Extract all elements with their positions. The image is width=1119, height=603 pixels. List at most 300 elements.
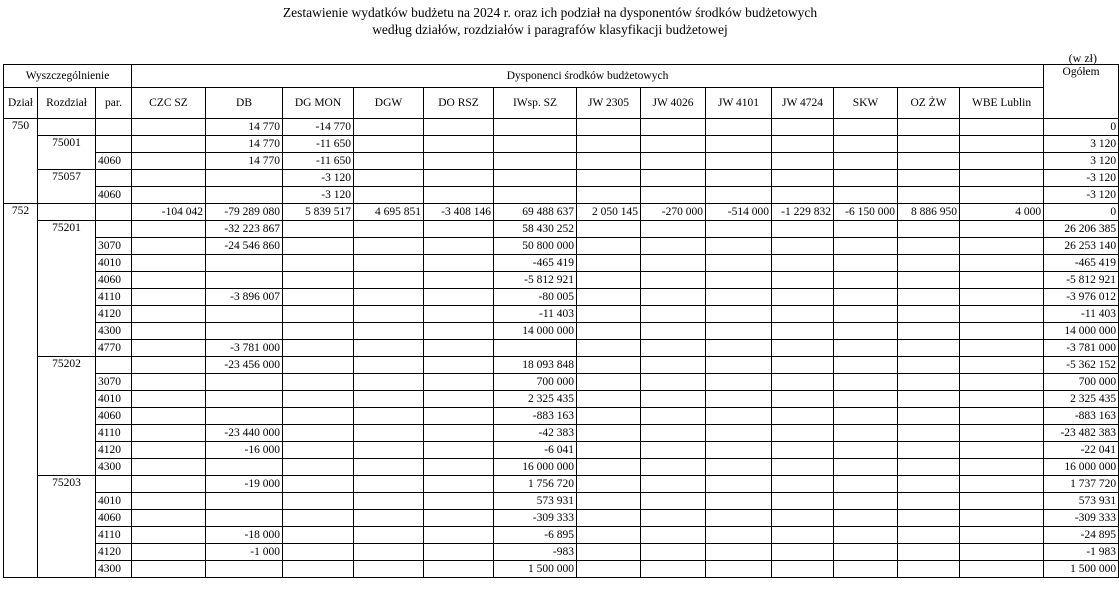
- cell-value: [354, 527, 424, 544]
- cell-value: [424, 476, 494, 493]
- cell-value: [772, 340, 834, 357]
- cell-par: 4120: [96, 306, 132, 323]
- cell-value: [706, 272, 772, 289]
- cell-value: [132, 357, 206, 374]
- cell-value: [132, 306, 206, 323]
- cell-value: -309 333: [494, 510, 577, 527]
- cell-value: [772, 306, 834, 323]
- cell-value: [206, 170, 283, 187]
- cell-value: [772, 170, 834, 187]
- header-col-do-rsz: DO RSZ: [424, 88, 494, 119]
- cell-value: 573 931: [494, 493, 577, 510]
- cell-value: [283, 289, 354, 306]
- header-col-jw-4101: JW 4101: [706, 88, 772, 119]
- cell-value: [354, 187, 424, 204]
- cell-value: -270 000: [641, 204, 706, 221]
- cell-total: 26 206 385: [1044, 221, 1119, 238]
- cell-value: [577, 153, 641, 170]
- cell-value: [283, 561, 354, 578]
- cell-value: [960, 510, 1044, 527]
- cell-value: [354, 510, 424, 527]
- cell-value: [354, 323, 424, 340]
- cell-value: [834, 238, 898, 255]
- cell-rozdzial: 75057: [38, 170, 96, 204]
- cell-value: [641, 272, 706, 289]
- cell-value: [424, 153, 494, 170]
- cell-value: [960, 255, 1044, 272]
- cell-value: [577, 425, 641, 442]
- cell-par: 4300: [96, 323, 132, 340]
- cell-total: 0: [1044, 204, 1119, 221]
- header-row-2: [4, 88, 1119, 119]
- cell-value: [424, 238, 494, 255]
- cell-value: [898, 544, 960, 561]
- header-rozdzial: Rozdział: [38, 88, 96, 119]
- cell-value: [898, 493, 960, 510]
- cell-value: [706, 357, 772, 374]
- cell-value: [834, 255, 898, 272]
- cell-value: [132, 255, 206, 272]
- table-row: [4, 493, 1119, 510]
- cell-value: [834, 272, 898, 289]
- cell-value: [424, 306, 494, 323]
- cell-value: [132, 442, 206, 459]
- cell-value: [641, 323, 706, 340]
- cell-value: [132, 493, 206, 510]
- cell-total: 700 000: [1044, 374, 1119, 391]
- cell-value: [206, 408, 283, 425]
- cell-value: [706, 306, 772, 323]
- table-row: [4, 272, 1119, 289]
- cell-value: [898, 408, 960, 425]
- cell-value: [706, 255, 772, 272]
- cell-value: 18 093 848: [494, 357, 577, 374]
- cell-value: [834, 408, 898, 425]
- cell-value: [834, 544, 898, 561]
- cell-value: [641, 459, 706, 476]
- table-row: [4, 459, 1119, 476]
- cell-par: 4060: [96, 153, 132, 170]
- table-row: [4, 425, 1119, 442]
- cell-value: [834, 442, 898, 459]
- cell-value: 1 500 000: [494, 561, 577, 578]
- cell-value: [706, 493, 772, 510]
- cell-value: [354, 374, 424, 391]
- cell-value: [641, 119, 706, 136]
- cell-value: [706, 442, 772, 459]
- cell-par: 4110: [96, 425, 132, 442]
- cell-value: [424, 357, 494, 374]
- cell-value: -32 223 867: [206, 221, 283, 238]
- cell-value: [283, 272, 354, 289]
- cell-value: [641, 442, 706, 459]
- cell-value: [132, 340, 206, 357]
- cell-value: [494, 187, 577, 204]
- cell-value: [132, 187, 206, 204]
- cell-value: [424, 493, 494, 510]
- cell-value: [834, 374, 898, 391]
- cell-value: [577, 374, 641, 391]
- cell-value: [706, 476, 772, 493]
- cell-value: 16 000 000: [494, 459, 577, 476]
- cell-total: 2 325 435: [1044, 391, 1119, 408]
- cell-value: [283, 306, 354, 323]
- cell-value: [354, 493, 424, 510]
- header-col-db: DB: [206, 88, 283, 119]
- cell-par: 4010: [96, 493, 132, 510]
- cell-value: [834, 289, 898, 306]
- cell-value: [283, 374, 354, 391]
- cell-value: 4 695 851: [354, 204, 424, 221]
- cell-value: 8 886 950: [898, 204, 960, 221]
- cell-value: [132, 459, 206, 476]
- cell-value: [898, 323, 960, 340]
- title-line-2: według działów, rozdziałów i paragrafów klasyfikacji budżetowej: [372, 22, 728, 37]
- cell-total: 1 737 720: [1044, 476, 1119, 493]
- cell-value: [283, 476, 354, 493]
- cell-value: [706, 374, 772, 391]
- cell-value: [706, 459, 772, 476]
- cell-value: [424, 442, 494, 459]
- cell-value: [577, 136, 641, 153]
- cell-value: [641, 289, 706, 306]
- cell-value: [206, 391, 283, 408]
- cell-par: 4120: [96, 544, 132, 561]
- cell-value: -3 408 146: [424, 204, 494, 221]
- cell-total: -3 976 012: [1044, 289, 1119, 306]
- cell-value: [354, 442, 424, 459]
- cell-value: [132, 476, 206, 493]
- table-row: [4, 306, 1119, 323]
- cell-dzial: 750: [4, 119, 38, 204]
- cell-rozdzial: [38, 119, 96, 136]
- cell-value: -6 895: [494, 527, 577, 544]
- cell-value: [206, 510, 283, 527]
- cell-value: [283, 408, 354, 425]
- cell-value: [772, 391, 834, 408]
- cell-par: [96, 170, 132, 187]
- table-row: [4, 323, 1119, 340]
- cell-value: -5 812 921: [494, 272, 577, 289]
- cell-value: [424, 510, 494, 527]
- table-row: [4, 357, 1119, 374]
- cell-value: [577, 357, 641, 374]
- cell-value: 2 050 145: [577, 204, 641, 221]
- cell-value: [706, 561, 772, 578]
- cell-value: [898, 476, 960, 493]
- cell-value: [706, 170, 772, 187]
- cell-value: [354, 391, 424, 408]
- cell-value: [641, 238, 706, 255]
- cell-value: [206, 306, 283, 323]
- cell-par: 4060: [96, 187, 132, 204]
- cell-value: [898, 136, 960, 153]
- cell-value: 5 839 517: [283, 204, 354, 221]
- cell-value: [354, 425, 424, 442]
- cell-value: [834, 340, 898, 357]
- cell-value: [834, 391, 898, 408]
- cell-total: 26 253 140: [1044, 238, 1119, 255]
- cell-value: 1 756 720: [494, 476, 577, 493]
- cell-value: [641, 306, 706, 323]
- cell-value: [577, 459, 641, 476]
- cell-value: [834, 136, 898, 153]
- cell-value: -3 120: [283, 187, 354, 204]
- cell-value: [641, 221, 706, 238]
- cell-value: -80 005: [494, 289, 577, 306]
- cell-par: [96, 476, 132, 493]
- cell-total: 573 931: [1044, 493, 1119, 510]
- cell-value: [772, 459, 834, 476]
- cell-par: 4060: [96, 272, 132, 289]
- cell-value: [283, 527, 354, 544]
- cell-value: [834, 187, 898, 204]
- cell-value: [706, 323, 772, 340]
- cell-value: [641, 153, 706, 170]
- cell-dzial: 752: [4, 204, 38, 578]
- cell-value: [898, 374, 960, 391]
- cell-par: 4300: [96, 561, 132, 578]
- cell-value: [424, 391, 494, 408]
- cell-value: -14 770: [283, 119, 354, 136]
- cell-value: [283, 425, 354, 442]
- cell-value: [132, 119, 206, 136]
- cell-value: [834, 527, 898, 544]
- cell-value: 4 000: [960, 204, 1044, 221]
- cell-value: [898, 221, 960, 238]
- cell-value: [772, 408, 834, 425]
- cell-value: -11 650: [283, 136, 354, 153]
- cell-value: [424, 561, 494, 578]
- cell-value: [132, 391, 206, 408]
- cell-value: [283, 357, 354, 374]
- table-row: [4, 187, 1119, 204]
- cell-value: [898, 340, 960, 357]
- cell-total: 16 000 000: [1044, 459, 1119, 476]
- cell-total: -465 419: [1044, 255, 1119, 272]
- cell-value: [424, 425, 494, 442]
- table-row: [4, 544, 1119, 561]
- table-row: [4, 561, 1119, 578]
- cell-value: [577, 493, 641, 510]
- cell-value: [772, 442, 834, 459]
- cell-value: [772, 119, 834, 136]
- cell-par: 4300: [96, 459, 132, 476]
- cell-value: [283, 510, 354, 527]
- header-col-skw: SKW: [834, 88, 898, 119]
- cell-value: [132, 153, 206, 170]
- cell-value: [641, 527, 706, 544]
- table-row: [4, 119, 1119, 136]
- cell-value: [206, 323, 283, 340]
- cell-value: [577, 544, 641, 561]
- cell-value: -514 000: [706, 204, 772, 221]
- cell-value: [898, 119, 960, 136]
- cell-value: [772, 561, 834, 578]
- cell-value: [960, 340, 1044, 357]
- cell-total: -3 120: [1044, 187, 1119, 204]
- cell-value: [641, 476, 706, 493]
- cell-rozdzial: 75203: [38, 476, 96, 578]
- cell-value: [960, 153, 1044, 170]
- header-col-iwsp-sz: IWsp. SZ: [494, 88, 577, 119]
- cell-rozdzial: 75202: [38, 357, 96, 476]
- cell-par: 4060: [96, 408, 132, 425]
- cell-value: -465 419: [494, 255, 577, 272]
- cell-value: [834, 323, 898, 340]
- cell-value: 14 770: [206, 153, 283, 170]
- cell-value: [772, 476, 834, 493]
- cell-value: [206, 255, 283, 272]
- cell-value: [577, 221, 641, 238]
- cell-value: [132, 272, 206, 289]
- cell-par: [96, 119, 132, 136]
- table-row: [4, 510, 1119, 527]
- table-body: [4, 119, 1119, 578]
- cell-value: [834, 459, 898, 476]
- cell-value: [283, 544, 354, 561]
- cell-value: [898, 306, 960, 323]
- cell-value: [354, 119, 424, 136]
- cell-par: 4010: [96, 255, 132, 272]
- header-dzial: Dział: [4, 88, 38, 119]
- cell-value: [641, 357, 706, 374]
- cell-par: [96, 204, 132, 221]
- cell-value: 14 770: [206, 119, 283, 136]
- cell-value: [354, 357, 424, 374]
- cell-value: [706, 153, 772, 170]
- cell-value: [641, 493, 706, 510]
- cell-value: [960, 238, 1044, 255]
- cell-total: 14 000 000: [1044, 323, 1119, 340]
- cell-value: [898, 272, 960, 289]
- cell-value: [960, 425, 1044, 442]
- cell-value: [283, 391, 354, 408]
- cell-value: [641, 510, 706, 527]
- cell-value: [960, 476, 1044, 493]
- cell-value: [641, 408, 706, 425]
- cell-value: [577, 323, 641, 340]
- cell-value: [641, 255, 706, 272]
- table-row: [4, 238, 1119, 255]
- cell-value: [641, 187, 706, 204]
- cell-value: [706, 544, 772, 561]
- cell-value: [494, 119, 577, 136]
- cell-value: [898, 255, 960, 272]
- cell-par: 4120: [96, 442, 132, 459]
- cell-value: [132, 561, 206, 578]
- header-col-jw-4724: JW 4724: [772, 88, 834, 119]
- cell-total: -1 983: [1044, 544, 1119, 561]
- unit-label: (w zł): [1068, 51, 1097, 65]
- cell-value: [772, 425, 834, 442]
- title-line-1: Zestawienie wydatków budżetu na 2024 r. oraz ich podział na dysponentów środków budżetowych: [282, 5, 818, 20]
- cell-total: 1 500 000: [1044, 561, 1119, 578]
- cell-value: [898, 561, 960, 578]
- cell-value: [283, 442, 354, 459]
- cell-value: [772, 238, 834, 255]
- cell-value: [283, 255, 354, 272]
- cell-value: [641, 340, 706, 357]
- cell-value: [283, 340, 354, 357]
- cell-value: [132, 221, 206, 238]
- cell-par: 4110: [96, 527, 132, 544]
- cell-value: [898, 187, 960, 204]
- cell-value: [960, 170, 1044, 187]
- cell-value: [834, 170, 898, 187]
- cell-value: [834, 493, 898, 510]
- cell-par: 4060: [96, 510, 132, 527]
- cell-value: -19 000: [206, 476, 283, 493]
- cell-value: -1 000: [206, 544, 283, 561]
- cell-value: [206, 374, 283, 391]
- cell-value: [354, 306, 424, 323]
- cell-total: -3 781 000: [1044, 340, 1119, 357]
- cell-total: -22 041: [1044, 442, 1119, 459]
- table-row: [4, 153, 1119, 170]
- cell-value: [960, 119, 1044, 136]
- cell-value: [641, 136, 706, 153]
- cell-value: [132, 289, 206, 306]
- cell-value: [772, 510, 834, 527]
- cell-rozdzial: 75201: [38, 221, 96, 357]
- cell-value: [834, 221, 898, 238]
- cell-total: -24 895: [1044, 527, 1119, 544]
- cell-value: [577, 238, 641, 255]
- cell-value: [960, 136, 1044, 153]
- cell-value: [577, 170, 641, 187]
- cell-value: [960, 357, 1044, 374]
- cell-value: [494, 136, 577, 153]
- cell-value: [132, 323, 206, 340]
- cell-value: [898, 391, 960, 408]
- cell-value: [706, 221, 772, 238]
- cell-value: [706, 391, 772, 408]
- cell-total: 0: [1044, 119, 1119, 136]
- cell-value: [960, 561, 1044, 578]
- cell-value: [898, 442, 960, 459]
- cell-value: [772, 289, 834, 306]
- cell-value: -42 383: [494, 425, 577, 442]
- cell-value: -3 781 000: [206, 340, 283, 357]
- cell-value: [354, 238, 424, 255]
- cell-total: -11 403: [1044, 306, 1119, 323]
- cell-total: -5 362 152: [1044, 357, 1119, 374]
- cell-value: [706, 289, 772, 306]
- table-row: [4, 476, 1119, 493]
- cell-value: [424, 374, 494, 391]
- header-par: par.: [96, 88, 132, 119]
- cell-value: -883 163: [494, 408, 577, 425]
- cell-value: [283, 221, 354, 238]
- cell-value: [577, 255, 641, 272]
- cell-value: [283, 459, 354, 476]
- cell-value: [577, 510, 641, 527]
- cell-value: [898, 459, 960, 476]
- cell-value: 700 000: [494, 374, 577, 391]
- cell-value: [424, 221, 494, 238]
- cell-rozdzial: 75001: [38, 136, 96, 170]
- cell-value: [898, 170, 960, 187]
- cell-total: -23 482 383: [1044, 425, 1119, 442]
- cell-value: [206, 272, 283, 289]
- cell-par: [96, 221, 132, 238]
- cell-value: [577, 289, 641, 306]
- cell-value: [354, 221, 424, 238]
- cell-value: [283, 323, 354, 340]
- cell-total: -5 812 921: [1044, 272, 1119, 289]
- cell-value: 58 430 252: [494, 221, 577, 238]
